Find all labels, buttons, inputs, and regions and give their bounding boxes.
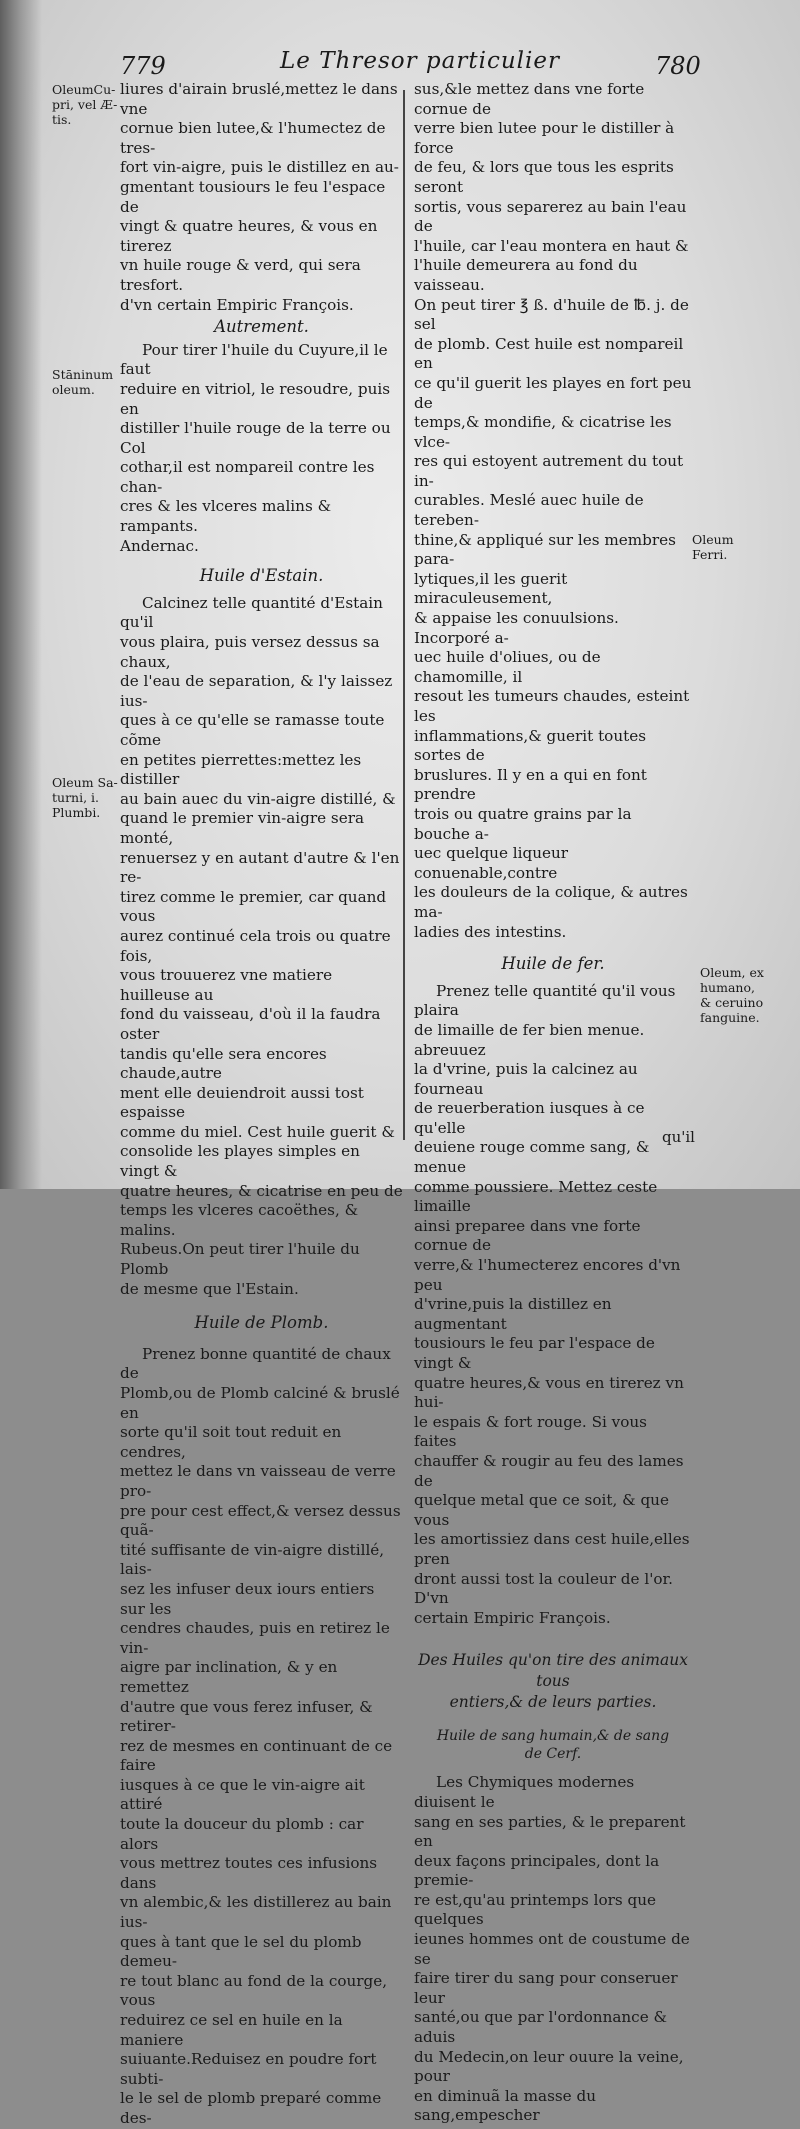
heading-huile-fer: Huile de fer. — [501, 954, 605, 974]
text-line: rez de mesmes en continuant de ce faire — [120, 1736, 393, 1775]
heading-huile-plomb: Huile de Plomb. — [194, 1313, 329, 1333]
heading-line: Des Huiles qu'on tire des animaux tous — [418, 1651, 688, 1691]
text-line: tandis qu'elle sera encores chaude,autre — [120, 1044, 327, 1083]
margin-note-line: tis. — [52, 112, 72, 127]
text-line: mettez le dans vn vaisseau de verre pro- — [120, 1462, 396, 1500]
text-line: d'vrine,puis la distillez en augmentant — [414, 1295, 612, 1333]
heading-huile-sang — [414, 1727, 692, 1763]
text-line: temps,& mondifie, & cicatrise les vlce- — [414, 413, 672, 451]
catchword: qu'il — [662, 1128, 695, 1146]
margin-note-line: humano, — [700, 980, 755, 995]
text-line: vous plaira, puis versez dessus sa chaux, — [120, 633, 380, 671]
margin-note-line: turni, i. — [52, 790, 100, 805]
text-line: cothar,il est nompareil contre les chan- — [120, 458, 375, 496]
text-line: dront aussi tost la couleur de l'or. D'vn — [414, 1569, 673, 1608]
text-line: fort vin-aigre, puis le distillez en au- — [120, 158, 399, 177]
text-line: sus,&le mettez dans vne forte cornue de — [414, 80, 645, 118]
text-line: cres & les vlceres malins & rampants. — [120, 497, 332, 536]
text-line: res qui estoyent autrement du tout in- — [414, 452, 684, 490]
text-line: Calcinez telle quantité d'Estain qu'il — [120, 593, 383, 632]
text-line: en petites pierrettes:mettez les distiller — [120, 750, 362, 789]
column-divider — [403, 90, 405, 1140]
margin-note-stanninum-oleum — [52, 367, 113, 397]
margin-note-oleum-ferri — [692, 532, 734, 562]
text-line: toute la douceur du plomb : car alors — [120, 1815, 364, 1853]
text-line: bruslures. Il y en a qui en font prendre — [414, 765, 647, 804]
text-line: ce qu'il guerit les playes en fort peu de — [414, 373, 692, 412]
heading-autrement: Autrement. — [214, 317, 309, 337]
text-line: tité suffisante de vin-aigre distillé, lais- — [120, 1540, 385, 1579]
text-line: de l'eau de separation, & l'y laissez ius- — [120, 672, 393, 710]
text-line: l'huile demeurera au fond du vaisseau. — [414, 256, 638, 294]
text-line: comme du miel. Cest huile guerit & — [120, 1122, 395, 1141]
text-line: santé,ou que par l'ordonnance & aduis — [414, 2008, 668, 2047]
heading-huile-estain: Huile d'Estain. — [199, 566, 324, 586]
margin-note-line: fanguine. — [700, 1010, 760, 1025]
text-line: les douleurs de la colique, & autres ma- — [414, 883, 688, 921]
running-title: Le Thresor particulier — [280, 48, 560, 74]
text-line: l'huile, car l'eau montera en haut & — [414, 236, 689, 255]
text-line: ques à tant que le sel du plomb demeu- — [120, 1932, 362, 1971]
margin-note-line: Ferri. — [692, 547, 728, 562]
text-line: chauffer & rougir au feu des lames de — [414, 1451, 684, 1490]
margin-note-line: & ceruino — [700, 995, 764, 1010]
paragraph-plomb-continued — [414, 80, 692, 942]
heading-huiles-animaux — [414, 1650, 692, 1713]
left-column — [120, 80, 403, 2129]
text-line: tirez comme le premier, car quand vous — [120, 887, 387, 926]
text-line: inflammations,& guerit toutes sortes de — [414, 726, 646, 765]
text-line: verre bien lutee pour le distiller à force — [414, 119, 675, 157]
text-line: Rubeus.On peut tirer l'huile du Plomb — [120, 1240, 360, 1279]
paragraph-cuyure-intro — [120, 80, 403, 315]
text-line: verre,& l'humecterez encores d'vn peu — [414, 1256, 681, 1294]
text-line: de limaille de fer bien menue. abreuuez — [414, 1020, 645, 1059]
text-line: resout les tumeurs chaudes, esteint les — [414, 687, 690, 725]
text-line: le espais & fort rouge. Si vous faites — [414, 1412, 647, 1451]
margin-note-line: Stāninum — [52, 367, 114, 382]
text-line: quatre heures,& vous en tirerez vn hui- — [414, 1373, 684, 1412]
text-line: thine,& appliqué sur les membres para- — [414, 530, 676, 569]
text-line: sortis, vous separerez au bain l'eau de — [414, 197, 687, 236]
right-column — [414, 80, 692, 2126]
margin-note-line: pri, vel Æ- — [52, 97, 118, 112]
left-page-number: 779 — [120, 52, 166, 80]
text-line: On peut tirer ℥ ß. d'huile de ℔. j. de sel — [414, 295, 689, 334]
margin-note-line: OleumCu- — [52, 82, 116, 97]
text-line: les amortissiez dans cest huile,elles pren — [414, 1530, 690, 1568]
paragraph-fer — [414, 982, 692, 1629]
text-line: ladies des intestins. — [414, 922, 567, 941]
paragraph-autrement — [120, 341, 403, 557]
heading-line: entiers,& de leurs parties. — [449, 1693, 657, 1712]
text-line: trois ou quatre grains par la bouche a- — [414, 804, 632, 843]
text-line: quatre heures, & cicatrise en peu de — [120, 1181, 403, 1200]
text-line: sez les infuser deux iours entiers sur les — [120, 1579, 375, 1618]
text-line: en diminuã la masse du sang,empescher — [414, 2086, 596, 2125]
text-line: aigre par inclination, & y en remettez — [120, 1658, 338, 1696]
text-line: lytiques,il les guerit miraculeusement, — [414, 569, 568, 608]
margin-note-line: Oleum Sa- — [52, 775, 118, 790]
text-line: aurez continué cela trois ou quatre fois, — [120, 926, 391, 965]
text-line: vn alembic,& les distillerez au bain ius- — [120, 1893, 392, 1932]
margin-note-oleum-cupri — [52, 82, 117, 127]
text-line: certain Empiric François. — [414, 1608, 611, 1627]
margin-note-oleum-sanguine — [700, 965, 764, 1025]
paragraph-plomb — [120, 1345, 403, 2129]
book-spine-shadow — [0, 0, 42, 1189]
text-line: reduire en vitriol, le resoudre, puis en — [120, 379, 391, 418]
text-line: deux façons principales, dont la premie- — [414, 1851, 660, 1890]
text-line: au bain auec du vin-aigre distillé, & — [120, 789, 396, 808]
text-line: pre pour cest effect,& versez dessus quã- — [120, 1501, 401, 1540]
text-line: gmentant tousiours le feu l'espace de — [120, 177, 386, 216]
text-line: quelque metal que ce soit, & que vous — [414, 1491, 669, 1529]
text-line: d'vn certain Empiric François. — [120, 295, 354, 314]
text-line: comme poussiere. Mettez ceste limaille — [414, 1177, 658, 1216]
text-line: distiller l'huile rouge de la terre ou Col — [120, 419, 391, 457]
text-line: vous mettrez toutes ces infusions dans — [120, 1854, 378, 1892]
text-line: sorte qu'il soit tout reduit en cendres, — [120, 1423, 342, 1461]
margin-note-line: Oleum — [692, 532, 734, 547]
text-line: ment elle deuiendroit aussi tost espaisse — [120, 1083, 364, 1122]
text-line: du Medecin,on leur ouure la veine, pour — [414, 2047, 684, 2086]
paragraph-sang — [414, 1773, 692, 2126]
text-line: tousiours le feu par l'espace de vingt & — [414, 1334, 655, 1372]
margin-note-oleum-saturni — [52, 775, 118, 820]
text-line: consolide les playes simples en vingt & — [120, 1142, 360, 1181]
heading-line: de Cerf. — [524, 1746, 582, 1763]
text-line: de mesme que l'Estain. — [120, 1279, 299, 1298]
text-line: & appaise les conuulsions. Incorporé a- — [414, 609, 619, 647]
text-line: curables. Meslé auec huile de tereben- — [414, 491, 644, 530]
text-line: Les Chymiques modernes diuisent le — [414, 1773, 635, 1811]
text-line: reduirez ce sel en huile en la maniere — [120, 2011, 343, 2049]
text-line: iusques à ce que le vin-aigre ait attiré — [120, 1775, 365, 1814]
text-line: fond du vaisseau, d'où il la faudra oster — [120, 1005, 381, 1043]
text-line: vingt & quatre heures, & vous en tirerez — [120, 217, 378, 255]
text-line: Prenez telle quantité qu'il vous plaira — [414, 981, 676, 1020]
text-line: uec quelque liqueur conuenable,contre — [414, 844, 569, 882]
text-line: ainsi preparee dans vne forte cornue de — [414, 1216, 641, 1255]
right-page-number: 780 — [655, 52, 701, 80]
text-line: cendres chaudes, puis en retirez le vin- — [120, 1619, 390, 1657]
text-line: Plomb,ou de Plomb calciné & bruslé en — [120, 1384, 400, 1422]
text-line: re est,qu'au printemps lors que quelques — [414, 1890, 656, 1929]
text-line: suiuante.Reduisez en poudre fort subti- — [120, 2050, 377, 2088]
text-line: liures d'airain bruslé,mettez le dans vne — [120, 80, 398, 118]
text-line: faire tirer du sang pour conseruer leur — [414, 1969, 678, 2007]
text-line: cornue bien lutee,& l'humectez de tres- — [120, 119, 386, 157]
text-line: de feu, & lors que tous les esprits seront — [414, 158, 674, 196]
text-line: uec huile d'oliues, ou de chamomille, il — [414, 648, 601, 686]
text-line: re tout blanc au fond de la courge, vous — [120, 1971, 388, 2010]
text-line: temps les vlceres cacoëthes, & malins. — [120, 1201, 359, 1239]
margin-note-line: Oleum, ex — [700, 965, 764, 980]
text-line: ieunes hommes ont de coustume de se — [414, 1930, 690, 1968]
text-line: le le sel de plomb preparé comme des- — [120, 2089, 382, 2127]
text-line: deuiene rouge comme sang, & menue — [414, 1138, 650, 1177]
text-line: Prenez bonne quantité de chaux de — [120, 1344, 391, 1383]
paragraph-estain — [120, 594, 403, 1299]
text-line: de plomb. Cest huile est nompareil en — [414, 334, 684, 373]
text-line: quand le premier vin-aigre sera monté, — [120, 809, 365, 847]
heading-line: Huile de sang humain,& de sang — [436, 1728, 670, 1745]
text-line: ques à ce qu'elle se ramasse toute cõme — [120, 711, 385, 749]
text-line: Pour tirer l'huile du Cuyure,il le faut — [120, 340, 388, 379]
margin-note-line: Plumbi. — [52, 805, 101, 820]
margin-note-line: oleum. — [52, 382, 95, 397]
text-line: sang en ses parties, & le preparent en — [414, 1812, 686, 1851]
text-line: la d'vrine, puis la calcinez au fourneau — [414, 1060, 638, 1098]
text-line: vous trouuerez vne matiere huilleuse au — [120, 966, 333, 1004]
text-line: Andernac. — [120, 536, 199, 555]
text-line: d'autre que vous ferez infuser, & retirer- — [120, 1697, 373, 1736]
text-line: de reuerberation iusques à ce qu'elle — [414, 1099, 645, 1137]
text-line: renuersez y en autant d'autre & l'en re- — [120, 848, 400, 887]
text-line: vn huile rouge & verd, qui sera tresfort. — [120, 256, 361, 294]
